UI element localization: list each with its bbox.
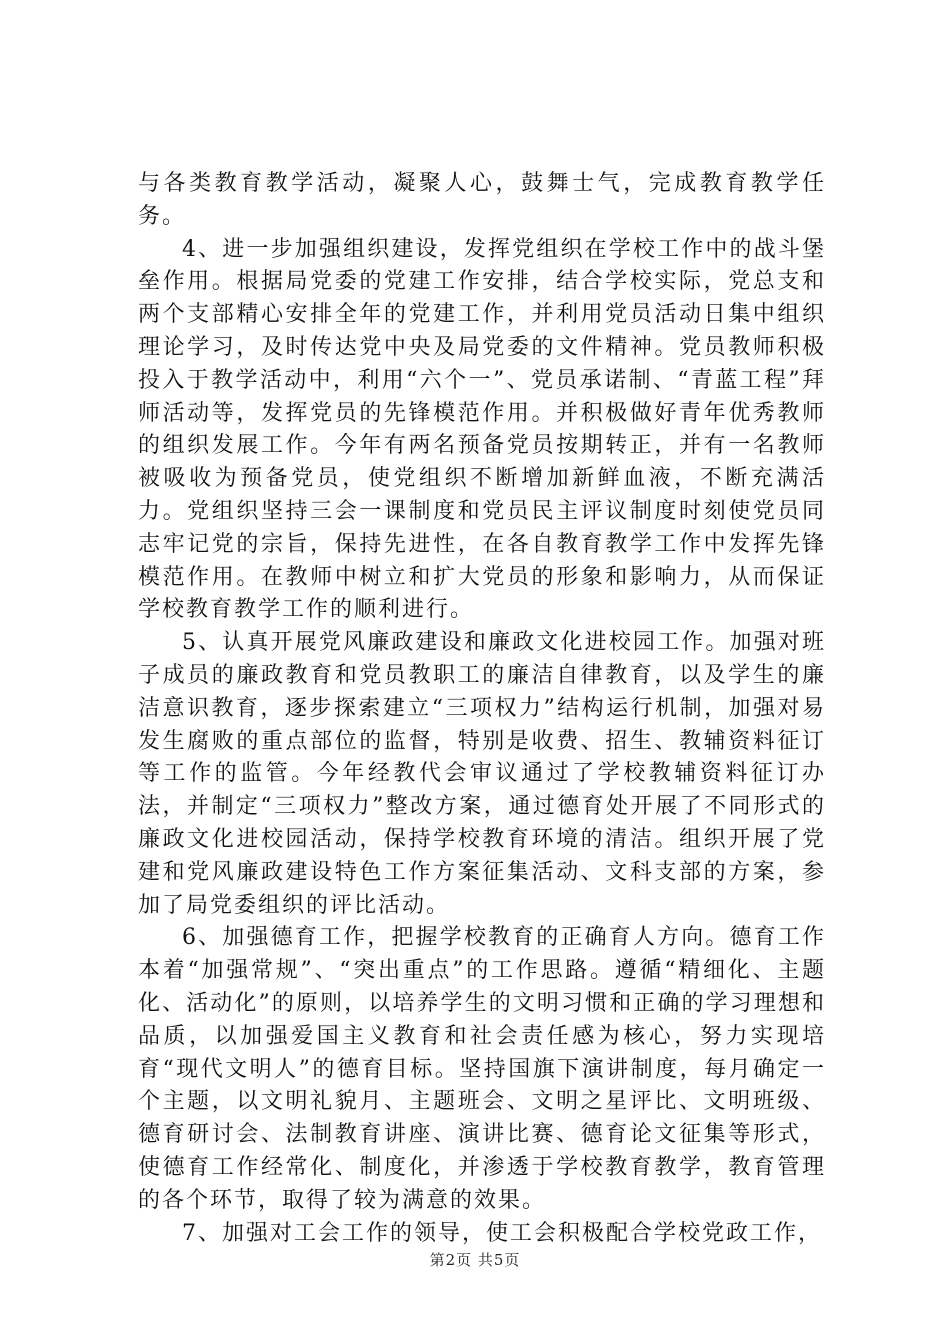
paragraph-item-7-union: 7、加强对工会工作的领导，使工会积极配合学校党政工作， — [182, 1220, 822, 1246]
paragraph-item-4-organization: 4、进一步加强组织建设，发挥党组织在学校工作中的战斗堡垒作用。根据局党委的党建工作安排，结合学校实际，党总支和两个支部精心安排全年的党建工作，并利用党员活动日集中组织理论学习，及时传达党中央及局党委的文件精神。党员教师积极投入于教学活动中，利用“六个一”、党员承诺制、“青蓝工程”拜师活动等，发挥党员的先锋模范作用。并积极做好青年优秀教师的组织发展工作。今年有两名预备党员按期转正，并有一名教师被吸收为预备党员，使党组织不断增加新鲜血液，不断充满活力。党组织坚持三会一课制度和党员民主评议制度时刻使党员同志牢记党的宗旨，保持先进性，在各自教育教学工作中发挥先锋模范作用。在教师中树立和扩大党员的形象和影响力，从而保证学校教育教学工作的顺利进行。 — [138, 236, 826, 623]
paragraph-item-6-moral-education: 6、加强德育工作，把握学校教育的正确育人方向。德育工作本着“加强常规”、“突出重点”的工作思路。遵循“精细化、主题化、活动化”的原则，以培养学生的文明习惯和正确的学习理想和品质，以加强爱国主义教育和社会责任感为核心，努力实现培育“现代文明人”的德育目标。坚持国旗下演讲制度，每月确定一个主题，以文明礼貌月、主题班会、文明之星评比、文明班级、德育研讨会、法制教育讲座、演讲比赛、德育论文征集等形式，使德育工作经常化、制度化，并渗透于学校教育教学，教育管理的各个环节，取得了较为满意的效果。 — [138, 925, 826, 1213]
page-number-footer: 第2页 共5页 — [429, 1251, 521, 1269]
paragraph-continuation: 与各类教育教学活动，凝聚人心，鼓舞士气，完成教育教学任务。 — [138, 171, 826, 229]
document-body — [138, 168, 826, 1250]
paragraph-item-5-integrity: 5、认真开展党风廉政建设和廉政文化进校园工作。加强对班子成员的廉政教育和党员教职工的廉洁自律教育，以及学生的廉洁意识教育，逐步探索建立“三项权力”结构运行机制，加强对易发生腐败的重点部位的监督，特别是收费、招生、教辅资料征订等工作的监管。今年经教代会审议通过了学校教辅资料征订办法，并制定“三项权力”整改方案，通过德育处开展了不同形式的廉政文化进校园活动，保持学校教育环境的清洁。组织开展了党建和党风廉政建设特色工作方案征集活动、文科支部的方案，参加了局党委组织的评比活动。 — [138, 630, 826, 918]
